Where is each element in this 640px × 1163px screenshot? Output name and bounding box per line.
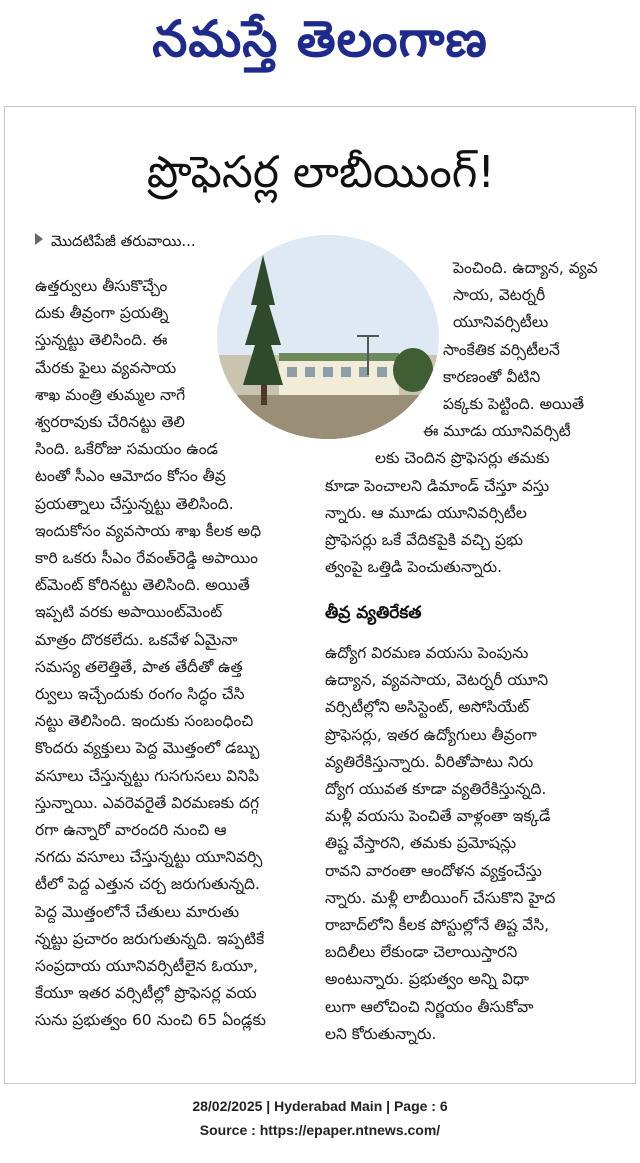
text-line: పక్కకు పెట్టింది. అయితే	[443, 395, 585, 414]
text-line: శ్వరరావుకు చేరినట్టు తెలి	[35, 413, 185, 432]
text-line: వర్సిటీల్లోని అసిస్టెంట్, అసోసియేట్	[325, 698, 530, 717]
text-line: స్తున్నాయి. ఎవరెవరైతే విరమణకు దగ్గ	[35, 793, 260, 812]
section-subheading: తీవ్ర వ్యతిరేకత	[325, 603, 422, 623]
text-line: నగదు వసూలు చేస్తున్నట్టు యూనివర్సి	[35, 848, 263, 867]
text-line: లకు చెందిన ప్రొఫెసర్లు తమకు	[375, 449, 550, 468]
text-line: అంటున్నారు. ప్రభుత్వం అన్ని విధా	[325, 970, 529, 989]
masthead	[0, 0, 640, 78]
text-line: సును ప్రభుత్వం 60 నుంచి 65 ఏండ్లకు	[35, 1011, 266, 1030]
text-line: లని కోరుతున్నారు.	[325, 1024, 437, 1043]
text-line: మళ్లీ వయసు పెంచితే వాళ్లంతా ఇక్కడే	[325, 807, 551, 826]
triangle-arrow-icon	[35, 233, 43, 245]
text-line: స్తున్నట్టు తెలిసింది. ఈ	[35, 331, 168, 350]
text-line: సింది. ఒకేరోజు సమయం ఉండ	[35, 440, 219, 459]
text-line: న్నట్టు ప్రచారం జరుగుతున్నది. ఇప్పటికే	[35, 929, 265, 948]
text-line: మాత్రం దొరకలేదు. ఒకవేళ ఏమైనా	[35, 630, 238, 649]
text-line: రాబాద్‌లోని కీలక పోస్టుల్లోనే తిష్ట వేసి,	[325, 916, 550, 935]
text-line: సమస్య తలెత్తితే, పాత తేదీతో ఉత్త	[35, 657, 243, 676]
text-line: ప్రయత్నాలు చేస్తున్నట్టు తెలిసింది.	[35, 494, 234, 513]
text-line: యూనివర్సిటీలు	[453, 313, 549, 332]
text-line: రగా ఉన్నారో వారందరి నుంచి ఆ	[35, 821, 227, 840]
text-line: పెంచింది. ఉద్యాన, వ్యవ	[453, 259, 598, 277]
newspaper-logo: నమస్తే తెలంగాణ	[152, 10, 488, 68]
text-line: ప్రొఫెసర్లు ఒకే వేదికపైకి వచ్చి ప్రభు	[325, 531, 523, 550]
text-line: ఉద్యోగ విరమణ వయసు పెంపును	[325, 644, 529, 662]
text-line: న్నారు. మళ్లీ లాబీయింగ్ చేసుకొని హైద	[325, 888, 556, 907]
text-line: టీలో పెద్ద ఎత్తున చర్చ జరుగుతున్నది.	[35, 875, 260, 894]
text-line: ఈ మూడు యూనివర్సిటీ	[423, 422, 571, 441]
text-line: వ్యతిరేకిస్తున్నారు. వీరితోపాటు నిరు	[325, 752, 534, 771]
source-link[interactable]: Source : https://epaper.ntnews.com/	[199, 1122, 441, 1138]
continued-from-front-page	[35, 231, 196, 251]
text-line: కారి ఒకరు సీఎం రేవంత్‌రెడ్డి అపాయిం	[35, 549, 259, 568]
text-line: ప్రొఫెసర్లు, ఇతర ఉద్యోగులు తీవ్రంగా	[325, 725, 537, 744]
text-line: ట్‌మెంట్ కోరినట్టు తెలిసింది. అయితే	[35, 576, 250, 595]
text-line: బదిలీలు లేకుండా చెలాయిస్తారని	[325, 943, 518, 962]
text-line: రావని వారంతా ఆందోళన వ్యక్తంచేస్తు	[325, 861, 542, 880]
text-line: ఉద్యాన, వ్యవసాయ, వెటర్నరీ యూని	[325, 671, 549, 690]
text-line: కేయూ ఇతర వర్సిటీల్లో ప్రొఫెసర్ల వయ	[35, 984, 257, 1003]
text-line: పెద్ద మొత్తంలోనే చేతులు మారుతు	[35, 902, 240, 921]
text-line: కొందరు వ్యక్తులు పెద్ద మొత్తంలో డబ్బు	[35, 739, 260, 758]
text-line: ర్వులు ఇచ్చేందుకు రంగం సిద్ధం చేసి	[35, 685, 245, 704]
text-line: త్వంపై ఒత్తిడి పెంచుతున్నారు.	[325, 558, 503, 577]
text-line: కూడా పెంచాలని డిమాండ్ చేస్తూ వస్తు	[325, 476, 550, 495]
text-line: నట్టు తెలిసింది. ఇందుకు సంబంధించి	[35, 712, 254, 731]
jump-label: మొదటిపేజీ తరువాయి...	[51, 232, 196, 250]
right-column-top	[325, 255, 623, 581]
right-column-bottom	[325, 640, 623, 1048]
article-headline: ప్రొఫెసర్ల లాబీయింగ్!	[146, 147, 496, 198]
text-line: శాఖ మంత్రి తుమ్మల నాగే	[35, 385, 186, 404]
text-line: ఉత్తర్వులు తీసుకొచ్చేం	[35, 277, 168, 295]
text-line: దుకు తీవ్రంగా ప్రయత్ని	[35, 304, 169, 323]
text-line: తిష్ట వేస్తారని, తమకు ప్రమోషన్లు	[325, 834, 517, 853]
text-line: సంప్రదాయ యూనివర్సిటీలైన ఓయూ,	[35, 957, 258, 976]
text-line: మేరకు ఫైలు వ్యవసాయ	[35, 358, 177, 377]
text-line: ద్యోగ యువత కూడా వ్యతిరేకిస్తున్నది.	[325, 780, 547, 799]
text-line: ఇందుకోసం వ్యవసాయ శాఖ కీలక అధి	[35, 521, 262, 540]
text-line: న్నారు. ఆ మూడు యూనివర్సిటీల	[325, 503, 527, 522]
text-line: సాయ, వెటర్నరీ	[453, 286, 546, 305]
edition-info: 28/02/2025 | Hyderabad Main | Page : 6	[192, 1098, 448, 1114]
left-column	[35, 273, 305, 1035]
text-line: కారణంతో వీటిని	[443, 367, 541, 386]
text-line: లుగా ఆలోచించి నిర్ణయం తీసుకోవా	[325, 997, 534, 1016]
text-line: వసూలు చేస్తున్నట్టు గుసగుసలు వినిపి	[35, 766, 260, 785]
article-clipping	[4, 106, 636, 1084]
text-line: ఇప్పటి వరకు అపాయింట్‌మెంట్	[35, 603, 223, 622]
text-line: టంతో సీఎం ఆమోదం కోసం తీవ్ర	[35, 467, 226, 486]
text-line: సాంకేతిక వర్సిటీలనే	[443, 340, 560, 359]
